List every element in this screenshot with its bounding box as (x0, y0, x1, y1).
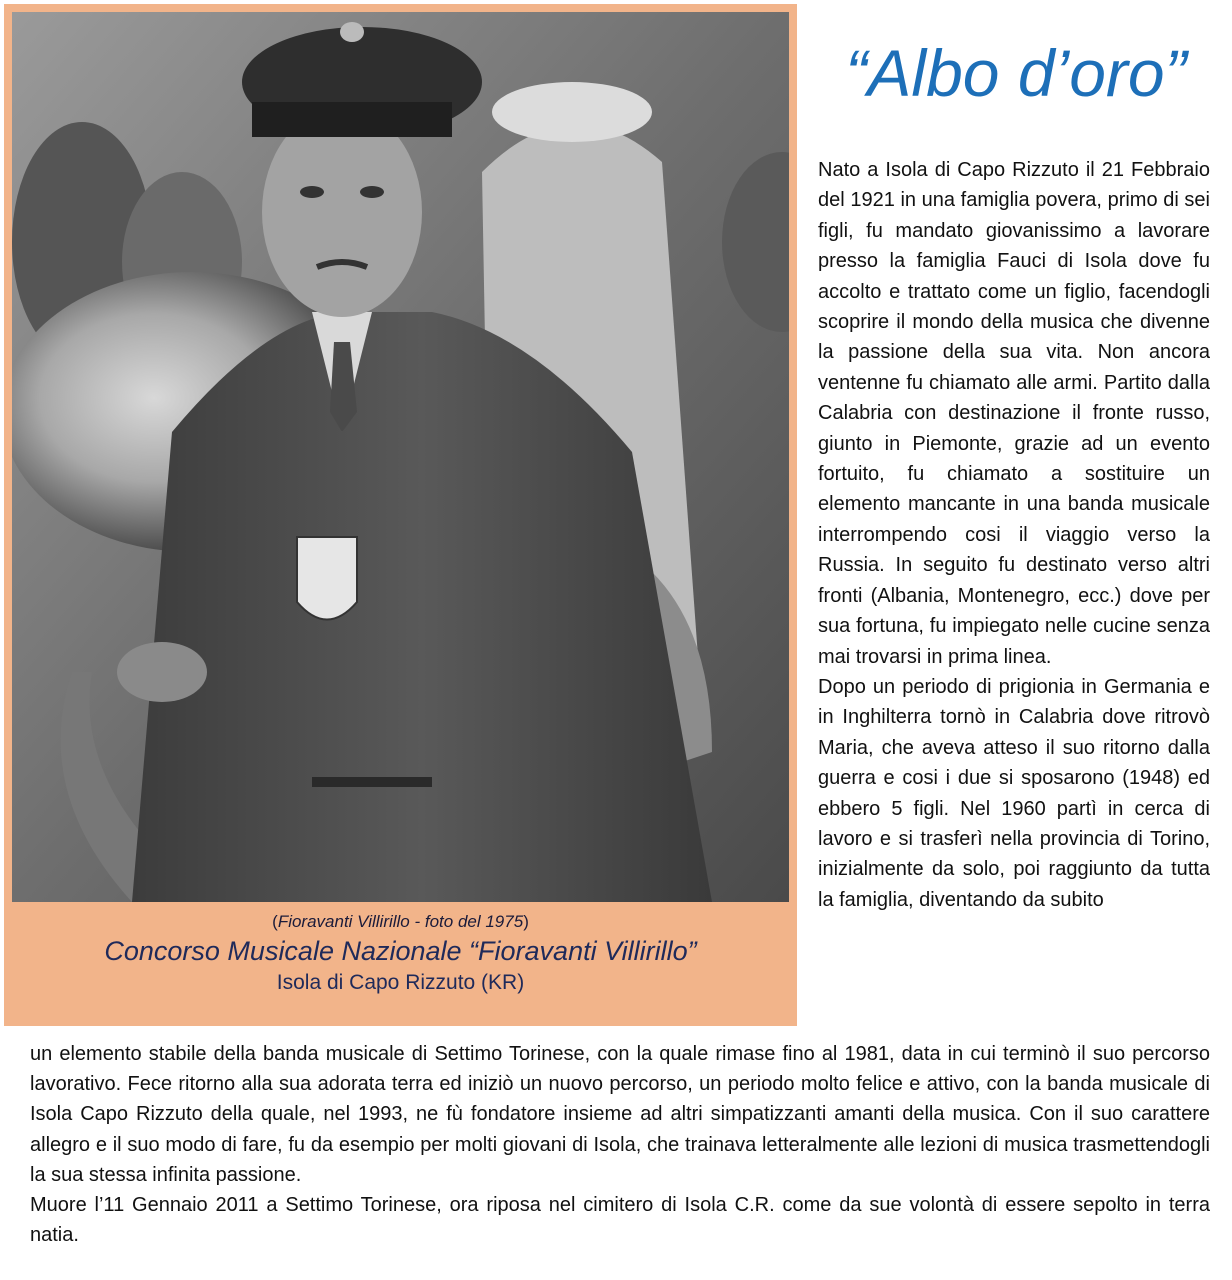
caption-block (12, 902, 789, 1026)
biography-side-column (818, 155, 1210, 915)
photo-frame (4, 4, 797, 1026)
biography-paragraph-1: Nato a Isola di Capo Rizzuto il 21 Febbraio del 1921 in una famiglia povera, primo di sei figli, fu mandato giovanissimo a lavorare presso la famiglia Fauci di Isola dove fu accolto e trattato come un figlio, facendogli scoprire il mondo della musica che divenne la passione della sua vita. Non ancora ventenne fu chiamato alle armi. Partito dalla Calabria con destinazione il fronte russo, giunto in Piemonte, grazie ad un evento fortuito, fu chiamato a sostituire un elemento mancante in una banda musicale interrompendo cosi il viaggio verso la Russia. In seguito fu destinato verso altri fronti (Albania, Montenegro, ecc.) dove per sua fortuna, fu impiegato nelle cucine senza mai trovarsi in prima linea. (818, 159, 1210, 668)
place-name: Isola di Capo Rizzuto (KR) (276, 971, 525, 994)
portrait-photo (12, 12, 789, 902)
bandsman-photo-illustration (12, 12, 789, 902)
biography-bottom-section (30, 1039, 1210, 1250)
biography-paragraph-2: Dopo un periodo di prigionia in Germania e in Inghilterra tornò in Calabria dove ritrovò Maria, che aveva atteso il suo ritorno dalla guerra e cosi i due si sposarono (1948) ed ebbero 5 figli. Nel 1960 partì in cerca di lavoro e si trasferì nella provincia di Torino, inizialmente da solo, poi raggiunto da tutta la famiglia, diventando da subito (818, 675, 1210, 911)
contest-name: Concorso Musicale Nazionale “Fioravanti Villirillo” (104, 936, 697, 966)
biography-paragraph-3: un elemento stabile della banda musicale di Settimo Torinese, con la quale rimase fino al 1981, data in cui terminò il suo percorso lavorativo. Fece ritorno alla sua adorata terra ed iniziò un nuovo percorso, un periodo molto felice e attivo, con la banda musicale di Isola Capo Rizzuto della quale, nel 1993, ne fù fondatore insieme ad altri simpatizzanti amanti della musica. Con il suo carattere allegro e il suo modo di fare, fu da esempio per molti giovani di Isola, che trainava letteralmente alle lezioni di musica trasmettendogli la sua stessa infinita passione. (30, 1043, 1210, 1186)
biography-paragraph-4: Muore l’11 Gennaio 2011 a Settimo Torinese, ora riposa nel cimitero di Isola C.R. come da sue volontà di essere sepolto in terra natia. (30, 1194, 1210, 1247)
photo-credit: (Fioravanti Villirillo - foto del 1975) (272, 912, 529, 931)
page-title: “Albo d’oro” (845, 36, 1187, 110)
